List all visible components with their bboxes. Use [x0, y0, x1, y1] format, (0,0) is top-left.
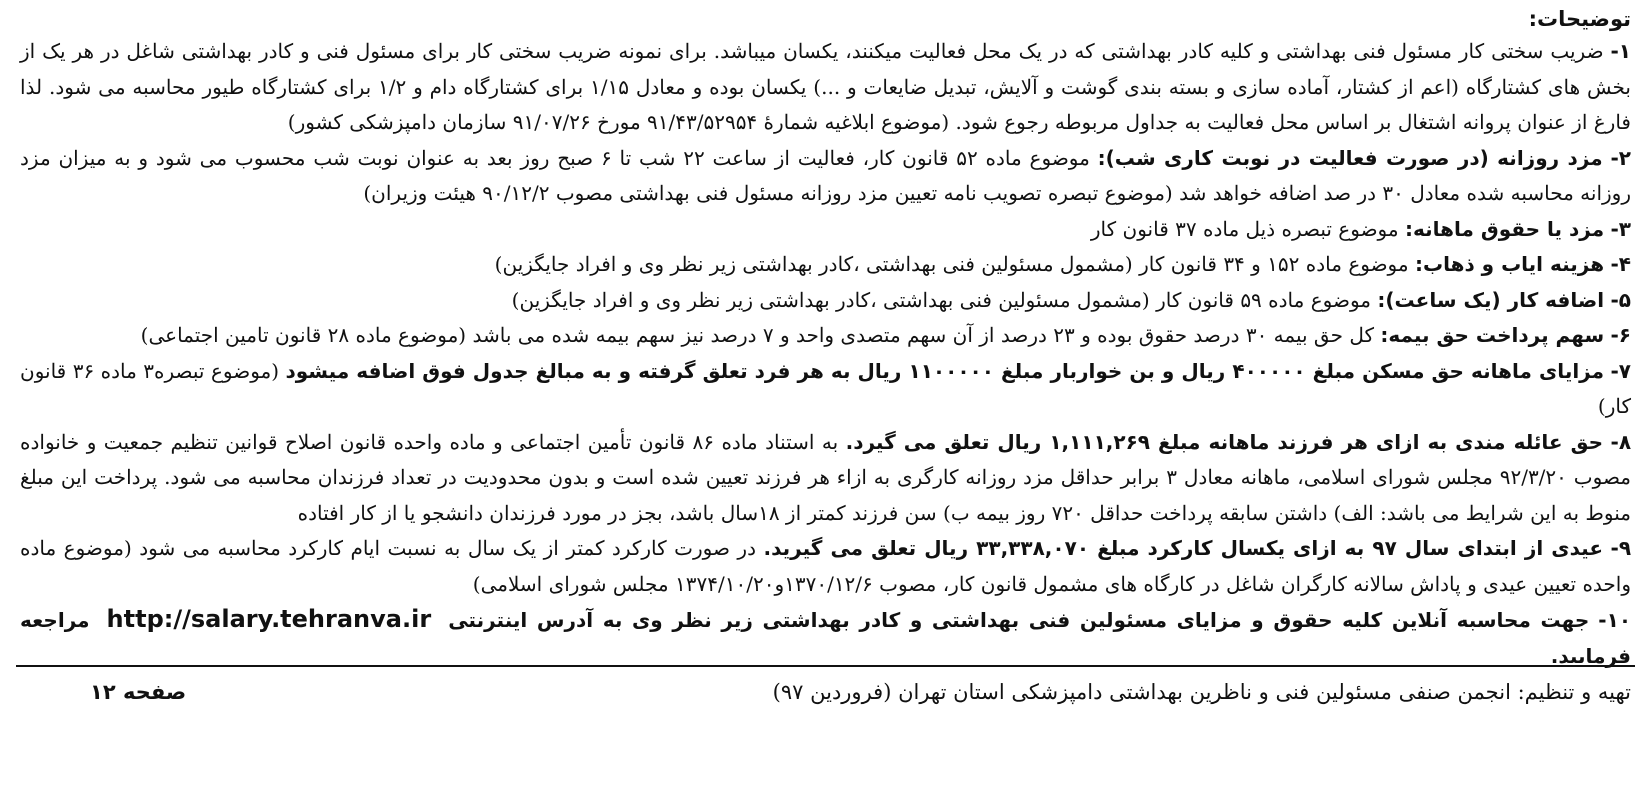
note-number: ۲-	[1610, 145, 1631, 170]
note-5	[20, 283, 1631, 319]
note-title: مزد یا حقوق ماهانه:	[1404, 216, 1605, 241]
note-text: موضوع ماده ۵۲ قانون کار، فعالیت از ساعت ۲۲ شب تا ۶ صبح روز بعد به عنوان نوبت شب محسوب می شود و به میزان مزد روزانه محاسبه شده معادل ۳۰ در صد اضافه خواهد شد (موضوع تبصره تصویب نامه تعیین مزد روزانه مسئول فنی بهداشتی مصوب ۹۰/۱۲/۲ هیئت وزیران)	[20, 145, 1631, 205]
note-title: حق عائله مندی به ازای هر فرزند ماهانه مبلغ ۱,۱۱۱,۲۶۹ ریال تعلق می گیرد.	[845, 429, 1604, 454]
note-number: ۳-	[1610, 216, 1631, 241]
note-text: به استناد ماده ۸۶ قانون تأمین اجتماعی و ماده واحده قانون اصلاح قوانین تنظیم جمعیت و خانواده مصوب ۹۲/۳/۲۰ مجلس شورای اسلامی، ماهانه معادل ۳ برابر حداقل مزد روزانه کارگری به ازاء هر فرزند تعیین شده است و بدون محدودیت در تعداد فرزندان محاسبه می شود. پرداخت این مبلغ منوط به این شرایط می باشد: الف) داشتن سابقه پرداخت حداقل ۷۲۰ روز بیمه ب) سن فرزند کمتر از ۱۸سال باشد، بجز در مورد فرزندان دانشجو یا از کار افتاده	[20, 429, 1632, 525]
note-text: (موضوع تبصره۳ ماده ۳۶ قانون کار)	[20, 358, 1631, 418]
note-number: ۸-	[1610, 429, 1632, 454]
footer-credit: تهیه و تنظیم: انجمن صنفی مسئولین فنی و ناظرین بهداشتی دامپزشکی استان تهران (فروردین ۹۷)	[772, 680, 1631, 704]
notes-heading: توضیحات:	[1528, 7, 1631, 31]
note-1	[20, 34, 1631, 141]
note-title: مزد روزانه (در صورت فعالیت در نوبت کاری شب):	[1097, 145, 1603, 170]
note-10	[20, 602, 1631, 674]
notes-list	[20, 34, 1631, 674]
page-number: صفحه ۱۲	[90, 680, 187, 704]
note-text: در صورت کارکرد کمتر از یک سال به نسبت ایام کارکرد محاسبه می شود (موضوع ماده واحده تعیین عیدی و پاداش سالانه کارگران شاغل در کارگاه های مشمول قانون کار، مصوب ۱۳۷۰/۱۲/۶و۱۳۷۴/۱۰/۲۰ مجلس شورای اسلامی)	[20, 536, 1631, 596]
note-title: جهت محاسبه آنلاین کلیه حقوق و مزایای مسئولین فنی بهداشتی و کادر بهداشتی زیر نظر وی به آدرس اینترنتی	[448, 608, 1590, 632]
note-3	[20, 212, 1631, 248]
note-title: سهم پرداخت حق بیمه:	[1380, 323, 1605, 347]
note-number: ۹-	[1610, 536, 1632, 560]
note-7	[20, 354, 1631, 425]
footer-divider	[16, 665, 1635, 667]
note-text: ضریب سختی کار مسئول فنی بهداشتی و کلیه کادر بهداشتی که در یک محل فعالیت میکنند، یکسان میباشد. برای نمونه ضریب سختی کار برای مسئول فنی و کادر بهداشتی شاغل در هر یک از بخش های کشتارگاه (اعم از کشتار، آماده سازی و بسته بندی گوشت و آلایش، تبدیل ضایعات و ...) یکسان بوده و معادل ۱/۱۵ برای کشتارگاه دام و ۱/۲ برای کشتارگاه طیور محاسبه می شود. لذا فارغ از عنوان پروانه اشتغال بر اساس محل فعالیت به جداول مربوطه رجوع شود. (موضوع ابلاغیه شمارهٔ ۹۱/۴۳/۵۲۹۵۴ مورخ ۹۱/۰۷/۲۶ سازمان دامپزشکی کشور)	[20, 39, 1632, 134]
page-footer	[20, 676, 1631, 708]
note-title: اضافه کار (یک ساعت):	[1377, 287, 1605, 312]
note-text: مراجعه فرمایید.	[20, 608, 1631, 668]
note-number: ۴-	[1610, 252, 1631, 276]
salary-website-link[interactable]: http://salary.tehranva.ir	[106, 605, 432, 633]
note-8	[20, 425, 1631, 532]
note-text: موضوع تبصره ذیل ماده ۳۷ قانون کار	[1090, 216, 1399, 241]
note-title: عیدی از ابتدای سال ۹۷ به ازای یکسال کارکرد مبلغ ۳۳,۳۳۸,۰۷۰ ریال تعلق می گیرید.	[763, 536, 1604, 560]
note-4	[20, 247, 1631, 283]
note-text: کل حق بیمه ۳۰ درصد حقوق بوده و ۲۳ درصد از آن سهم متصدی واحد و ۷ درصد نیز سهم بیمه شده می باشد (موضوع ماده ۲۸ قانون تامین اجتماعی)	[140, 323, 1374, 347]
note-6	[20, 318, 1631, 354]
note-title: مزایای ماهانه حق مسکن مبلغ ۴۰۰۰۰۰ ریال و بن خواربار مبلغ ۱۱۰۰۰۰۰ ریال به هر فرد تعلق گرفته و به مبالغ جدول فوق اضافه میشود	[285, 358, 1605, 383]
note-number: ۵-	[1610, 287, 1631, 312]
note-text: موضوع ماده ۱۵۲ و ۳۴ قانون کار (مشمول مسئولین فنی بهداشتی ،کادر بهداشتی زیر نظر وی و افراد جایگزین)	[494, 252, 1409, 276]
note-text: موضوع ماده ۵۹ قانون کار (مشمول مسئولین فنی بهداشتی ،کادر بهداشتی زیر نظر وی و افراد جایگزین)	[511, 287, 1371, 312]
note-number: ۷-	[1610, 358, 1631, 383]
note-2	[20, 141, 1631, 212]
note-title: هزینه ایاب و ذهاب:	[1414, 252, 1605, 276]
note-number: ۱-	[1610, 39, 1631, 63]
note-number: ۶-	[1610, 323, 1631, 347]
note-9	[20, 531, 1631, 602]
note-number: ۱۰-	[1598, 608, 1632, 632]
